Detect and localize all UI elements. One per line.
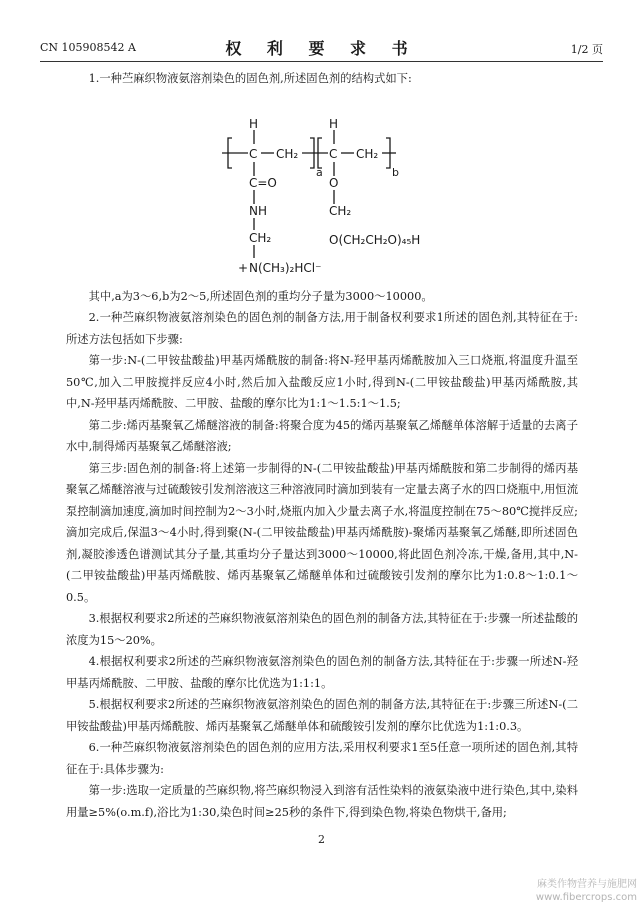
- formula-ch2-side-right: CH₂: [329, 203, 352, 218]
- claim-paragraph: 第一步:N-(二甲铵盐酸盐)甲基丙烯酰胺的制备:将N-羟甲基丙烯酰胺加入三口烧瓶,将温度升温至50℃,加入二甲胺搅拌反应4小时,然后加入盐酸反应1小时,得到N-(二甲铵盐酸盐)甲基丙烯酰胺,其中,N-羟甲基丙烯酰胺、二甲胺、盐酸的摩尔比为1:1～1.5:1～1.5;: [66, 354, 578, 410]
- formula-o: O: [329, 175, 339, 190]
- formula-nh: NH: [249, 203, 267, 218]
- formula-plus: +: [238, 260, 249, 275]
- watermark-url: www.fibercrops.com: [535, 892, 637, 903]
- page-count: 1/2 页: [570, 43, 603, 56]
- formula-peg: O(CH₂CH₂O)₄₅H: [329, 232, 421, 247]
- formula-ch2-a: CH₂: [276, 146, 299, 161]
- structural-formula: [66, 90, 578, 286]
- watermark: [536, 878, 637, 904]
- formula-c-right: C: [329, 146, 338, 161]
- formula-ch2-b: CH₂: [356, 146, 379, 161]
- claim-paragraph: 第一步:选取一定质量的苎麻织物,将苎麻织物浸入到溶有活性染料的液氨染液中进行染色,其中,染料用量≥5%(o.m.f),浴比为1:30,染色时间≥25秒的条件下,得到染色物,将染色物烘干,备用;: [66, 784, 578, 819]
- formula-c-left: C: [249, 146, 258, 161]
- formula-h-right: H: [329, 116, 339, 131]
- claim-paragraph: 1.一种苎麻织物液氨溶剂染色的固色剂,所述固色剂的结构式如下:: [88, 72, 412, 85]
- page-number: 2: [318, 833, 325, 846]
- document-title: 权 利 要 求 书: [225, 39, 418, 58]
- claim-paragraph: 4.根据权利要求2所述的苎麻织物液氨溶剂染色的固色剂的制备方法,其特征在于:步骤一所述N-羟甲基丙烯酰胺、二甲胺、盐酸的摩尔比优选为1:1:1。: [66, 655, 578, 690]
- watermark-line: 麻类作物营养与施肥网: [537, 879, 637, 890]
- formula-atoms: [238, 117, 420, 275]
- formula-ch2-side-left: CH₂: [249, 230, 272, 245]
- header-rule: [40, 61, 603, 62]
- claim-paragraph: 其中,a为3～6,b为2～5,所述固色剂的重均分子量为3000～10000。: [88, 289, 433, 303]
- formula-h-left: H: [249, 116, 259, 131]
- formula-subscript-b: b: [392, 165, 399, 179]
- patent-number: CN 105908542 A: [40, 41, 136, 54]
- claim-paragraph: 2.一种苎麻织物液氨溶剂染色的固色剂的制备方法,用于制备权利要求1所述的固色剂,其特征在于:所述方法包括如下步骤:: [66, 311, 578, 346]
- claim-paragraph: 第三步:固色剂的制备:将上述第一步制得的N-(二甲铵盐酸盐)甲基丙烯酰胺和第二步制得的烯丙基聚氧乙烯醚溶液与过硫酸铵引发剂溶液这三种溶液同时滴加到装有一定量去离子水的四口烧瓶中,用恒流泵控制滴加速度,滴加时间控制为2～3小时,烧瓶内加入少量去离子水,将温度控制在75～80℃搅拌反应;滴加完成后,保温3～4小时,得到聚(N-(二甲铵盐酸盐)甲基丙烯酰胺)-聚烯丙基聚氧乙烯醚,即所述固色剂,凝胶渗透色谱测试其分子量,其重均分子量达到3000～10000,将此固色剂冷冻,干燥,备用,其中,N-(二甲铵盐酸盐)甲基丙烯酰胺、烯丙基聚氧乙烯醚单体和过硫酸铵引发剂的摩尔比为1:0.8～1:0.1～0.5。: [66, 461, 578, 604]
- formula-amine: N(CH₃)₂HCl⁻: [249, 260, 322, 275]
- formula-subscript-a: a: [316, 165, 323, 179]
- claim-paragraph: 5.根据权利要求2所述的苎麻织物液氨溶剂染色的固色剂的制备方法,其特征在于:步骤三所述N-(二甲铵盐酸盐)甲基丙烯酰胺、烯丙基聚氧乙烯醚单体和硫酸铵引发剂的摩尔比优选为1:1:0.3。: [66, 698, 578, 733]
- formula-carbonyl: C=O: [249, 175, 277, 190]
- claim-paragraph: 3.根据权利要求2所述的苎麻织物液氨溶剂染色的固色剂的制备方法,其特征在于:步骤一所述盐酸的浓度为15～20%。: [66, 612, 578, 647]
- claim-paragraph: 第二步:烯丙基聚氧乙烯醚溶液的制备:将聚合度为45的烯丙基聚氧乙烯醚单体溶解于适量的去离子水中,制得烯丙基聚氧乙烯醚溶液;: [66, 418, 578, 453]
- page-header: [40, 36, 603, 58]
- claim-paragraph: 6.一种苎麻织物液氨溶剂染色的固色剂的应用方法,采用权利要求1至5任意一项所述的固色剂,其特征在于:具体步骤为:: [66, 741, 578, 776]
- claims-body: [66, 68, 578, 823]
